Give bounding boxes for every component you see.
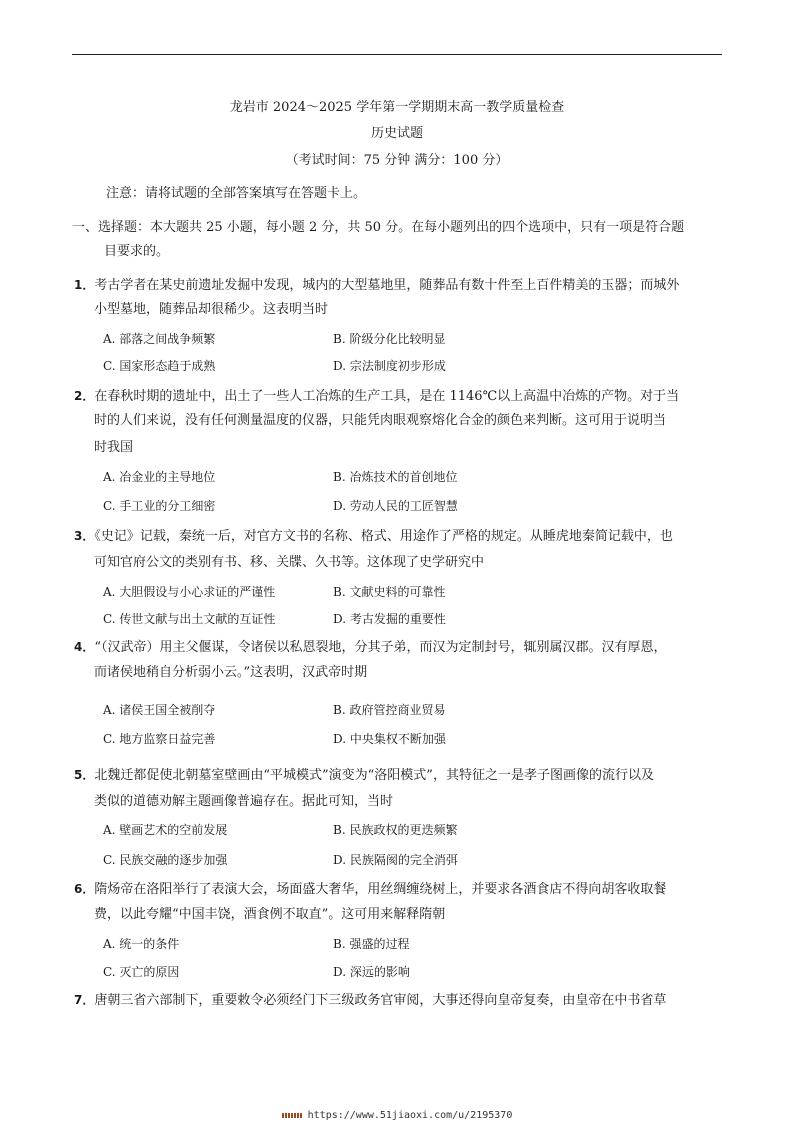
page-footer (0, 1110, 794, 1121)
option-c: C. 灭亡的原因 (103, 965, 180, 979)
question-text: 时的人们来说，没有任何测量温度的仪器，只能凭肉眼观察熔化合金的颜色来判断。这可用于说明当 (94, 413, 667, 428)
question-text: 《史记》记载，秦统一后，对官方文书的名称、格式、用途作了严格的规定。从睡虎地秦简记载中，也 (94, 529, 673, 544)
header-rule (72, 54, 722, 55)
exam-title: 龙岩市 2024～2025 学年第一学期期末高一教学质量检查 (229, 100, 565, 115)
option-d: D. 劳动人民的工匠智慧 (333, 499, 458, 513)
question-number: 3． (74, 529, 95, 543)
option-a: A. 诸侯王国全被削夺 (103, 703, 216, 717)
option-a: A. 冶金业的主导地位 (103, 470, 216, 484)
question-text: 费，以此夸耀“中国丰饶，酒食例不取直”。这可用来解释隋朝 (94, 907, 446, 922)
question-number: 6． (74, 882, 95, 896)
question-text: 类似的道德劝解主题画像普遍存在。据此可知，当时 (94, 794, 394, 809)
option-d: D. 宗法制度初步形成 (333, 359, 446, 373)
section-heading-cont: 目要求的。 (104, 244, 170, 259)
question-text: 唐朝三省六部制下，重要敕令必须经门下三级政务官审阅，大事还得向皇帝复奏，由皇帝在中书省草 (94, 993, 667, 1008)
option-b: B. 冶炼技术的首创地位 (333, 470, 458, 484)
question-text: 北魏迁都促使北朝墓室壁画由“平城模式”演变为“洛阳模式”，其特征之一是孝子图画像的流行以及 (94, 768, 654, 783)
option-a: A. 统一的条件 (103, 937, 180, 951)
question-text: 而诸侯地稍自分析弱小云。”这表明，汉武帝时期 (94, 665, 368, 680)
watermark-icon (282, 1113, 302, 1118)
option-c: C. 民族交融的逐步加强 (103, 853, 228, 867)
question-text: 小型墓地，随葬品却很稀少。这表明当时 (94, 302, 329, 317)
question-text: 可知官府公文的类别有书、移、关牒、久书等。这体现了史学研究中 (94, 555, 485, 570)
notice: 注意：请将试题的全部答案填写在答题卡上。 (106, 186, 367, 201)
option-d: D. 考古发掘的重要性 (333, 612, 446, 626)
option-c: C. 传世文献与出土文献的互证性 (103, 612, 276, 626)
option-b: B. 强盛的过程 (333, 937, 410, 951)
option-a: A. 壁画艺术的空前发展 (103, 823, 228, 837)
footer-url[interactable]: https://www.51jiaoxi.com/u/2195370 (307, 1110, 513, 1121)
option-c: C. 国家形态趋于成熟 (103, 359, 216, 373)
question-text: 考古学者在某史前遗址发掘中发现，城内的大型墓地里，随葬品有数十件至上百件精美的玉器；而城外 (94, 278, 680, 293)
option-d: D. 民族隔阂的完全消弭 (333, 853, 458, 867)
question-text: 时我国 (94, 440, 134, 455)
option-c: C. 地方监察日益完善 (103, 732, 216, 746)
option-d: D. 中央集权不断加强 (333, 732, 446, 746)
option-b: B. 阶级分化比较明显 (333, 332, 446, 346)
question-text: 在春秋时期的遗址中，出土了一些人工冶炼的生产工具，是在 1146℃以上高温中冶炼的产物。对于当 (94, 389, 680, 404)
option-b: B. 民族政权的更迭频繁 (333, 823, 458, 837)
option-a: A. 部落之间战争频繁 (103, 332, 216, 346)
option-b: B. 政府管控商业贸易 (333, 703, 446, 717)
question-number: 7． (74, 993, 95, 1007)
option-d: D. 深远的影响 (333, 965, 410, 979)
question-number: 1． (74, 278, 95, 292)
subject-title: 历史试题 (370, 126, 423, 141)
section-heading: 一、选择题：本大题共 25 小题，每小题 2 分，共 50 分。在每小题列出的四个选项中，只有一项是符合题 (72, 220, 685, 235)
question-text: 隋炀帝在洛阳举行了表演大会，场面盛大奢华，用丝绸缠绕树上，并要求各酒食店不得向胡客收取餐 (94, 882, 667, 897)
question-number: 2． (74, 389, 95, 403)
option-c: C. 手工业的分工细密 (103, 499, 216, 513)
option-a: A. 大胆假设与小心求证的严谨性 (103, 585, 276, 599)
option-b: B. 文献史料的可靠性 (333, 585, 446, 599)
question-number: 4． (74, 640, 95, 654)
question-number: 5． (74, 768, 95, 782)
exam-info: （考试时间：75 分钟 满分：100 分） (285, 153, 509, 168)
question-text: “（汉武帝）用主父偃谋，令诸侯以私恩裂地，分其子弟，而汉为定制封号，辄别属汉郡。汉有厚恩， (94, 640, 667, 655)
